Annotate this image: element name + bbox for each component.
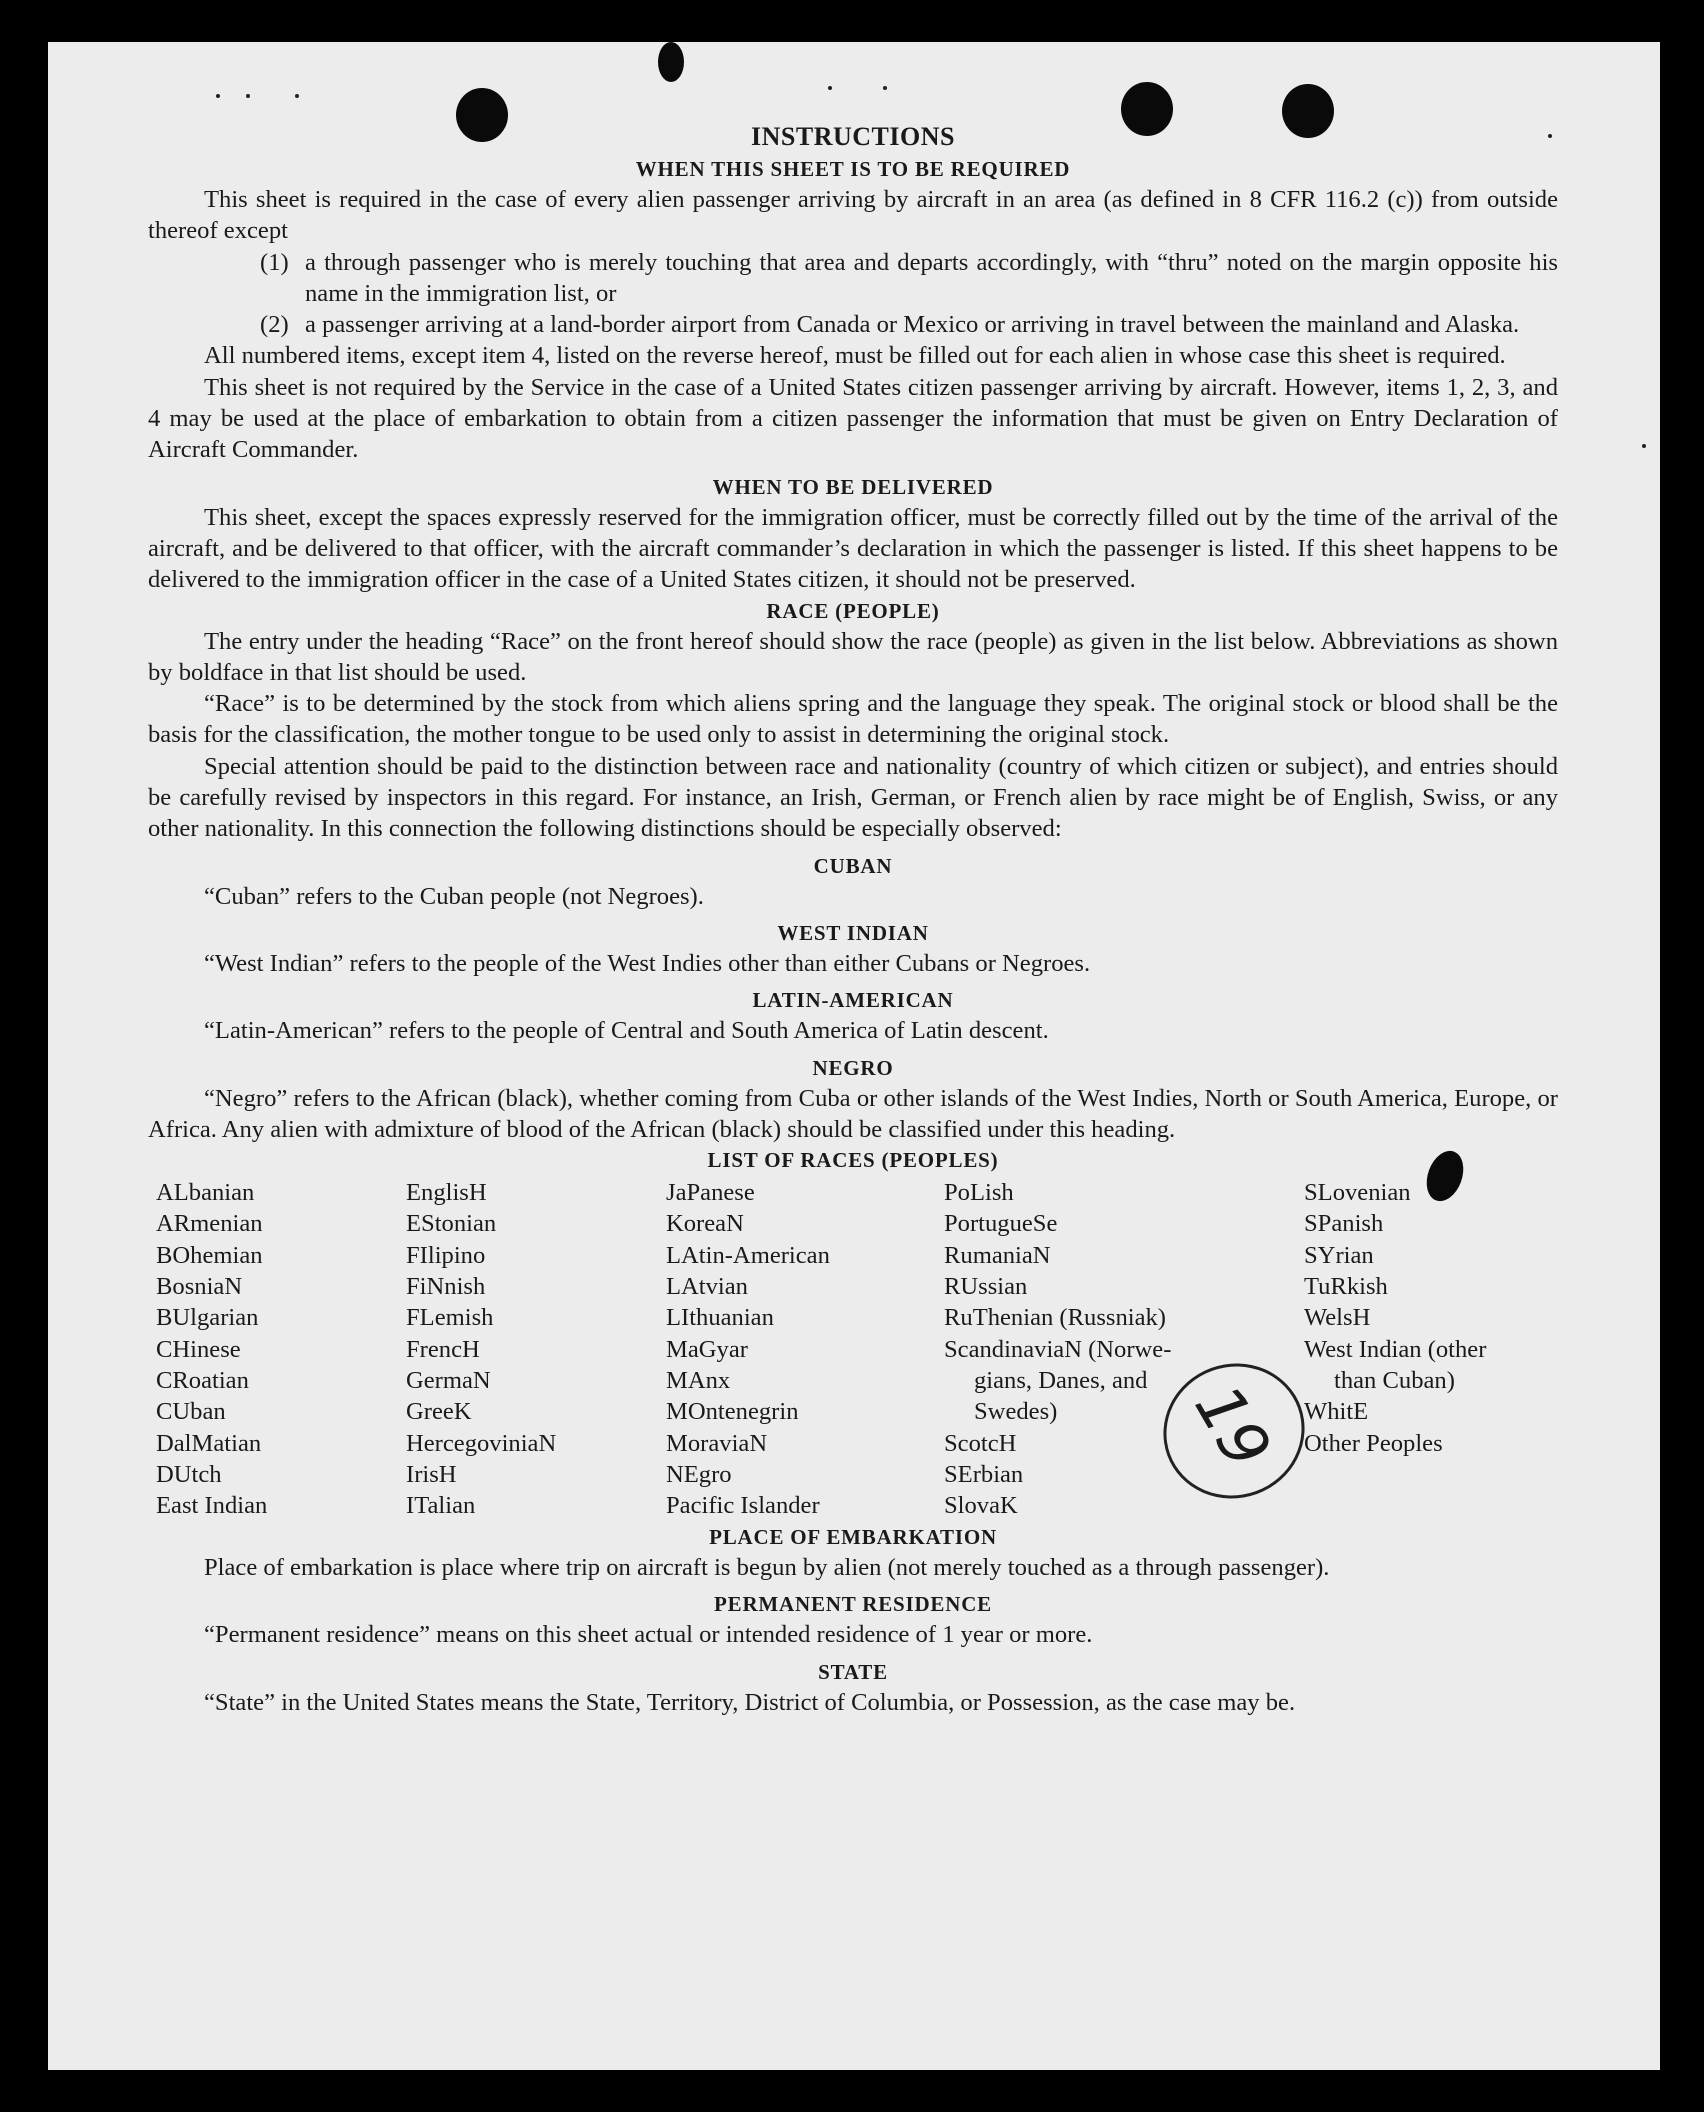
- race-list-item: HercegoviniaN: [406, 1429, 557, 1457]
- race-list-item: ScandinaviaN (Norwe-: [944, 1335, 1172, 1363]
- race-column: [944, 1177, 1171, 1521]
- race-list-item: RUssian: [944, 1273, 1028, 1301]
- paragraph: Special attention should be paid to the distinction between race and nationality (country of which citizen or subject), and entries should be carefully revised by inspectors in this regard. For instance, an Irish, German, or French alien by race might be of English, Swiss, or any other nationality. In this connection the following distinctions should be especially observed:: [148, 752, 1558, 843]
- race-list-item: CUban: [156, 1398, 226, 1426]
- section-heading-west-indian: WEST INDIAN: [777, 920, 929, 945]
- section-heading-latin-american: LATIN-AMERICAN: [752, 988, 954, 1013]
- race-list-item: DalMatian: [156, 1429, 262, 1457]
- race-list-item: East Indian: [156, 1492, 268, 1520]
- paragraph: All numbered items, except item 4, listed on the reverse hereof, must be filled out for each alien in whose case this sheet is required.: [204, 342, 1506, 370]
- section-heading-state: STATE: [818, 1659, 888, 1684]
- race-list-item: ARmenian: [156, 1210, 263, 1238]
- race-list-item: EStonian: [406, 1210, 497, 1238]
- race-list-item: SLovenian: [1304, 1179, 1411, 1207]
- page-title: INSTRUCTIONS: [751, 122, 955, 151]
- section-heading-residence: PERMANENT RESIDENCE: [714, 1592, 992, 1617]
- race-list-item: ALbanian: [156, 1179, 255, 1207]
- race-list-item: GreeK: [406, 1398, 472, 1426]
- paragraph: “Cuban” refers to the Cuban people (not Negroes).: [204, 882, 704, 910]
- race-list: [148, 1177, 1558, 1522]
- section-heading-embarkation: PLACE OF EMBARKATION: [709, 1525, 997, 1550]
- race-list-item: RumaniaN: [944, 1241, 1051, 1269]
- race-list-item: FLemish: [406, 1304, 494, 1332]
- paragraph: This sheet is required in the case of every alien passenger arriving by aircraft in an area (as defined in 8 CFR 116.2 (c)) from outside thereof except: [148, 186, 1558, 245]
- race-list-item: West Indian (other: [1304, 1335, 1487, 1363]
- race-list-item: TuRkish: [1304, 1273, 1388, 1301]
- race-list-item: FrencH: [406, 1335, 480, 1363]
- paragraph: “Race” is to be determined by the stock from which aliens spring and the language they speak. The original stock or blood shall be the basis for the classification, the mother tongue to be used only to assist in determining the original stock.: [148, 690, 1558, 749]
- race-list-item: RuThenian (Russniak): [944, 1304, 1166, 1332]
- paragraph: This sheet is not required by the Service in the case of a United States citizen passenger arriving by aircraft. However, items 1, 2, 3, and 4 may be used at the place of embarkation to obtain from a citizen passenger the information that must be given on Entry Declaration of Aircraft Commander.: [148, 373, 1558, 464]
- race-list-item: FiNnish: [406, 1273, 486, 1301]
- handwritten-number: 19: [1179, 1373, 1285, 1481]
- race-list-item: Swedes): [974, 1398, 1058, 1426]
- race-list-item: ScotcH: [944, 1429, 1017, 1457]
- paragraph: “Negro” refers to the African (black), whether coming from Cuba or other islands of the West Indies, North or South America, Europe, or Africa. Any alien with admixture of blood of the African (black) should be classified under this heading.: [148, 1084, 1558, 1143]
- race-list-item: LIthuanian: [666, 1304, 774, 1332]
- race-list-item: GermaN: [406, 1366, 491, 1394]
- exception-text: a passenger arriving at a land-border airport from Canada or Mexico or arriving in travel between the mainland and Alaska.: [305, 311, 1520, 339]
- race-list-item: KoreaN: [666, 1210, 744, 1238]
- exception-number: (2): [260, 311, 289, 339]
- race-list-item: BosniaN: [156, 1273, 243, 1301]
- race-list-item: DUtch: [156, 1460, 222, 1488]
- race-column: [406, 1177, 556, 1521]
- race-list-item: Other Peoples: [1304, 1429, 1443, 1457]
- race-column: [156, 1177, 267, 1521]
- exception-number: (1): [260, 248, 289, 276]
- race-column: [1304, 1177, 1486, 1459]
- race-list-item: FIlipino: [406, 1241, 486, 1269]
- paragraph: “State” in the United States means the State, Territory, District of Columbia, or Possession, as the case may be.: [204, 1688, 1296, 1716]
- section-heading-race: RACE (PEOPLE): [766, 598, 940, 623]
- section-heading-when-required: WHEN THIS SHEET IS TO BE REQUIRED: [635, 157, 1071, 181]
- race-list-item: Pacific Islander: [666, 1492, 820, 1520]
- exception-text: a through passenger who is merely touching that area and departs accordingly, with “thru” noted on the margin opposite his name in the immigration list, or: [305, 248, 1558, 307]
- race-list-item: MoraviaN: [666, 1429, 768, 1457]
- document-page: [48, 42, 1660, 2070]
- race-list-item: BOhemian: [156, 1241, 263, 1269]
- race-list-item: IrisH: [406, 1460, 457, 1488]
- tear-mark: [658, 42, 684, 82]
- paragraph: “Permanent residence” means on this sheet actual or intended residence of 1 year or more.: [204, 1621, 1093, 1649]
- section-heading-when-delivered: WHEN TO BE DELIVERED: [712, 474, 994, 499]
- exception-item: [148, 247, 1558, 310]
- section-heading-negro: NEGRO: [812, 1055, 894, 1080]
- exception-item: [148, 309, 1558, 340]
- race-list-item: gians, Danes, and: [974, 1366, 1148, 1394]
- race-list-item: ITalian: [406, 1492, 476, 1520]
- race-list-item: PortugueSe: [944, 1210, 1058, 1238]
- race-list-item: SErbian: [944, 1460, 1024, 1488]
- paragraph: This sheet, except the spaces expressly reserved for the immigration officer, must be correctly filled out by the time of the arrival of the aircraft, and be delivered to that officer, with the aircraft commander’s declaration in which the passenger is listed. If this sheet happens to be delivered to the immigration officer in the case of a United States citizen, it should not be preserved.: [148, 503, 1558, 594]
- section-heading-list-of-races: LIST OF RACES (PEOPLES): [707, 1148, 999, 1173]
- paragraph: Place of embarkation is place where trip on aircraft is begun by alien (not merely touched as a through passenger).: [204, 1554, 1330, 1582]
- race-column: [666, 1177, 830, 1521]
- race-list-item: MaGyar: [666, 1335, 748, 1363]
- race-list-item: PoLish: [944, 1179, 1014, 1207]
- race-list-item: MAnx: [666, 1366, 731, 1394]
- race-list-item: SPanish: [1304, 1210, 1384, 1238]
- paragraph: “West Indian” refers to the people of the West Indies other than either Cubans or Negroes.: [204, 949, 1091, 977]
- race-list-item: NEgro: [666, 1460, 732, 1488]
- paragraph: “Latin-American” refers to the people of Central and South America of Latin descent.: [204, 1017, 1049, 1045]
- race-list-item: EnglisH: [406, 1179, 487, 1207]
- race-list-item: SYrian: [1304, 1241, 1374, 1269]
- instructions-text: [148, 120, 1558, 1718]
- race-list-item: CHinese: [156, 1335, 241, 1363]
- race-list-item: CRoatian: [156, 1366, 249, 1394]
- race-list-item: LAtin-American: [666, 1241, 830, 1269]
- race-list-item: WelsH: [1304, 1304, 1371, 1332]
- race-list-item: LAtvian: [666, 1273, 748, 1301]
- race-list-item: MOntenegrin: [666, 1398, 799, 1426]
- section-heading-cuban: CUBAN: [813, 853, 893, 878]
- race-list-item: BUlgarian: [156, 1304, 259, 1332]
- race-list-item: WhitE: [1304, 1398, 1369, 1426]
- race-list-item: than Cuban): [1334, 1366, 1455, 1394]
- paragraph: The entry under the heading “Race” on the front hereof should show the race (people) as given in the list below. Abbreviations as shown by boldface in that list should be used.: [148, 627, 1558, 686]
- race-list-item: SlovaK: [944, 1492, 1018, 1520]
- race-list-item: JaPanese: [666, 1179, 755, 1207]
